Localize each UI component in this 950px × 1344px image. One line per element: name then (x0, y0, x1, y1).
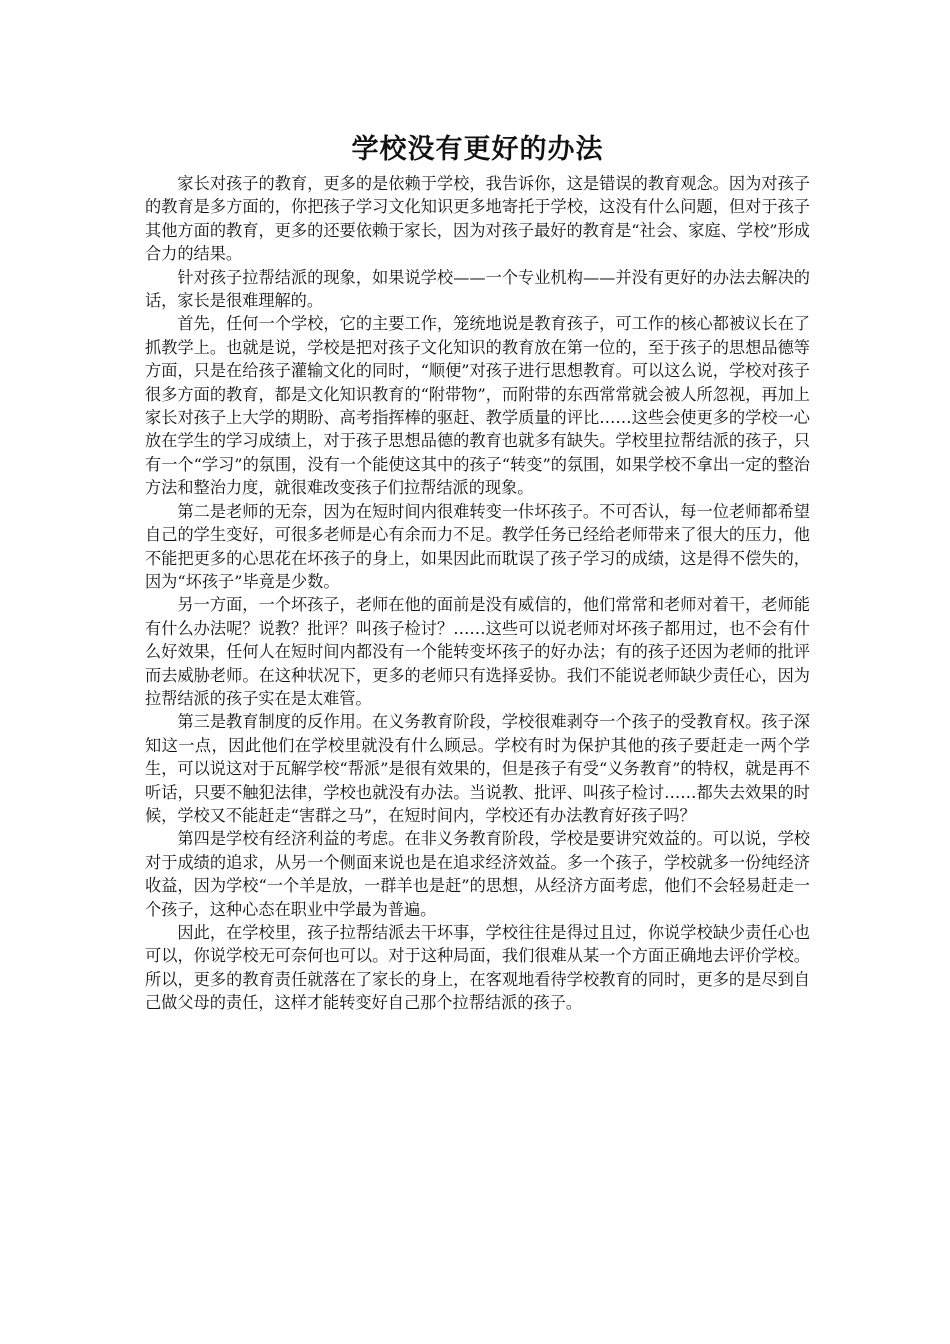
paragraph-6: 第三是教育制度的反作用。在义务教育阶段，学校很难剥夺一个孩子的受教育权。孩子深知这一点，因此他们在学校里就没有什么顾忌。学校有时为保护其他的孩子要赶走一两个学生，可以说这对于瓦解学校“帮派”是很有效果的，但是孩子有受“义务教育”的特权，就是再不听话，只要不触犯法律，学校也就没有办法。当说教、批评、叫孩子检讨……都失去效果的时候，学校又不能赶走“害群之马”，在短时间内，学校还有办法教育好孩子吗？ (145, 712, 810, 825)
paragraph-5: 另一方面，一个坏孩子，老师在他的面前是没有威信的，他们常常和老师对着干，老师能有什么办法呢？说教？批评？叫孩子检讨？……这些可以说老师对坏孩子都用过，也不会有什么好效果，任何人在短时间内都没有一个能转变坏孩子的好办法；有的孩子还因为老师的批评而去威胁老师。在这种状况下，更多的老师只有选择妥协。我们不能说老师缺少责任心，因为拉帮结派的孩子实在是太难管。 (145, 595, 810, 708)
paragraph-4: 第二是老师的无奈，因为在短时间内很难转变一佧坏孩子。不可否认，每一位老师都希望自己的学生变好，可很多老师是心有余而力不足。教学任务已经给老师带来了很大的压力，他不能把更多的心思花在坏孩子的身上，如果因此而耽误了孩子学习的成绩，这是得不偿失的，因为“坏孩子”毕竟是少数。 (145, 501, 810, 591)
paragraph-3: 首先，任何一个学校，它的主要工作，笼统地说是教育孩子，可工作的核心都被议长在了抓教学上。也就是说，学校是把对孩子文化知识的教育放在第一位的，至于孩子的思想品德等方面，只是在给孩子灌输文化的同时，“顺便”对孩子进行思想教育。可以这么说，学校对孩子很多方面的教育，都是文化知识教育的“附带物”，而附带的东西常常就会被人所忽视，再加上家长对孩子上大学的期盼、高考指挥棒的驱赶、教学质量的评比……这些会使更多的学校一心放在学生的学习成绩上，对于孩子思想品德的教育也就多有缺失。学校里拉帮结派的孩子，只有一个“学习”的氛围，没有一个能使这其中的孩子“转变”的氛围，如果学校不拿出一定的整治方法和整治力度，就很难改变孩子们拉帮结派的现象。 (145, 314, 810, 498)
paragraph-2: 针对孩子拉帮结派的现象，如果说学校——一个专业机构——并没有更好的办法去解决的话，家长是很难理解的。 (145, 267, 810, 311)
paragraph-8: 因此，在学校里，孩子拉帮结派去干坏事，学校往往是得过且过，你说学校缺少责任心也可以，你说学校无可奈何也可以。对于这种局面，我们很难从某一个方面正确地去评价学校。所以，更多的教育责任就落在了家长的身上，在客观地看待学校教育的同时，更多的是尽到自己做父母的责任，这样才能转变好自己那个拉帮结派的孩子。 (145, 923, 810, 1013)
paragraph-7: 第四是学校有经济利益的考虑。在非义务教育阶段，学校是要讲究效益的。可以说，学校对于成绩的追求，从另一个侧面来说也是在追求经济效益。多一个孩子，学校就多一份纯经济收益，因为学校“一个羊是放，一群羊也是赶”的思想，从经济方面考虑，他们不会轻易赶走一个孩子，这种心态在职业中学最为普遍。 (145, 829, 810, 919)
document-title: 学校没有更好的办法 (351, 134, 604, 165)
document-page (145, 130, 810, 1015)
paragraph-1: 家长对孩子的教育，更多的是依赖于学校，我告诉你，这是错误的教育观念。因为对孩子的教育是多方面的，你把孩子学习文化知识更多地寄托于学校，这没有什么问题，但对于孩子其他方面的教育，更多的还要依赖于家长，因为对孩子最好的教育是“社会、家庭、学校”形成合力的结果。 (145, 174, 810, 264)
